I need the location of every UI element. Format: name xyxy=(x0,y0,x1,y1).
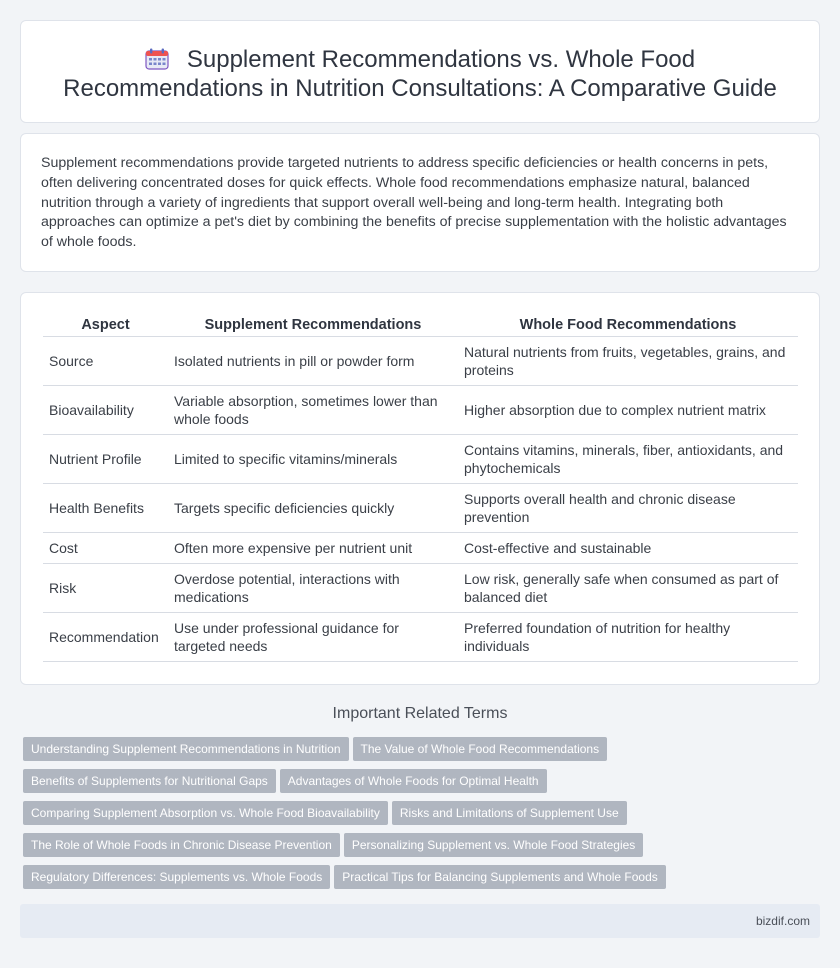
footer-site-link[interactable]: bizdif.com xyxy=(755,914,810,928)
related-term-tag[interactable]: Understanding Supplement Recommendations in Nutrition xyxy=(23,737,349,761)
cell-whole-food: Contains vitamins, minerals, fiber, antioxidants, and phytochemicals xyxy=(458,434,798,483)
related-term-tag[interactable]: Advantages of Whole Foods for Optimal Health xyxy=(280,769,547,793)
cell-whole-food: Supports overall health and chronic disease prevention xyxy=(458,483,798,532)
cell-whole-food: Natural nutrients from fruits, vegetables, grains, and proteins xyxy=(458,336,798,385)
table-row xyxy=(43,336,798,385)
cell-aspect: Cost xyxy=(43,532,168,563)
cell-aspect: Recommendation xyxy=(43,612,168,661)
table-row xyxy=(43,385,798,434)
table-header-row xyxy=(43,313,798,336)
cell-aspect: Risk xyxy=(43,563,168,612)
tag-row xyxy=(23,865,823,897)
header-aspect: Aspect xyxy=(43,313,168,336)
title-card xyxy=(20,20,820,123)
related-term-tag[interactable]: Regulatory Differences: Supplements vs. Whole Foods xyxy=(23,865,330,889)
cell-supplement: Targets specific deficiencies quickly xyxy=(168,483,458,532)
related-term-tag[interactable]: Personalizing Supplement vs. Whole Food Strategies xyxy=(344,833,643,857)
cell-aspect: Health Benefits xyxy=(43,483,168,532)
cell-aspect: Nutrient Profile xyxy=(43,434,168,483)
related-term-tag[interactable]: Risks and Limitations of Supplement Use xyxy=(392,801,627,825)
page-title xyxy=(51,45,789,103)
comparison-card xyxy=(20,292,820,685)
table-row xyxy=(43,563,798,612)
cell-whole-food: Cost-effective and sustainable xyxy=(458,532,798,563)
table-row xyxy=(43,434,798,483)
cell-aspect: Bioavailability xyxy=(43,385,168,434)
intro-paragraph: Supplement recommendations provide targeted nutrients to address specific deficiencies or health concerns in pets, often delivering concentrated doses for quick effects. Whole food recommendations emphasize natural, balanced nutrition through a variety of ingredients that support overall well-being and long-term health. Integrating both approaches can optimize a pet's diet by combining the benefits of precise supplementation with the holistic advantages of whole foods. xyxy=(41,155,787,251)
cell-supplement: Use under professional guidance for targeted needs xyxy=(168,612,458,661)
comparison-table xyxy=(43,313,798,662)
tag-row xyxy=(23,737,823,769)
intro-card xyxy=(20,133,820,272)
calendar-icon xyxy=(145,48,169,70)
cell-whole-food: Preferred foundation of nutrition for healthy individuals xyxy=(458,612,798,661)
tag-row xyxy=(23,801,823,833)
related-term-tag[interactable]: Practical Tips for Balancing Supplements and Whole Foods xyxy=(334,865,666,889)
table-row xyxy=(43,483,798,532)
related-term-tag[interactable]: The Role of Whole Foods in Chronic Disease Prevention xyxy=(23,833,340,857)
related-term-tag[interactable]: The Value of Whole Food Recommendations xyxy=(353,737,608,761)
header-supplement: Supplement Recommendations xyxy=(168,313,458,336)
tag-row xyxy=(23,769,823,801)
table-row xyxy=(43,612,798,661)
page-title-text: Supplement Recommendations vs. Whole Food Recommendations in Nutrition Consultations: A Comparative Guide xyxy=(63,46,777,102)
cell-whole-food: Higher absorption due to complex nutrient matrix xyxy=(458,385,798,434)
related-term-tag[interactable]: Comparing Supplement Absorption vs. Whole Food Bioavailability xyxy=(23,801,388,825)
cell-supplement: Variable absorption, sometimes lower than whole foods xyxy=(168,385,458,434)
cell-aspect: Source xyxy=(43,336,168,385)
related-terms-list xyxy=(23,737,823,897)
footer xyxy=(20,904,820,938)
header-whole-food: Whole Food Recommendations xyxy=(458,313,798,336)
tag-row xyxy=(23,833,823,865)
related-terms-title: Important Related Terms xyxy=(332,705,508,722)
related-term-tag[interactable]: Benefits of Supplements for Nutritional Gaps xyxy=(23,769,276,793)
cell-supplement: Overdose potential, interactions with medications xyxy=(168,563,458,612)
cell-supplement: Limited to specific vitamins/minerals xyxy=(168,434,458,483)
cell-whole-food: Low risk, generally safe when consumed as part of balanced diet xyxy=(458,563,798,612)
cell-supplement: Often more expensive per nutrient unit xyxy=(168,532,458,563)
cell-supplement: Isolated nutrients in pill or powder form xyxy=(168,336,458,385)
table-row xyxy=(43,532,798,563)
